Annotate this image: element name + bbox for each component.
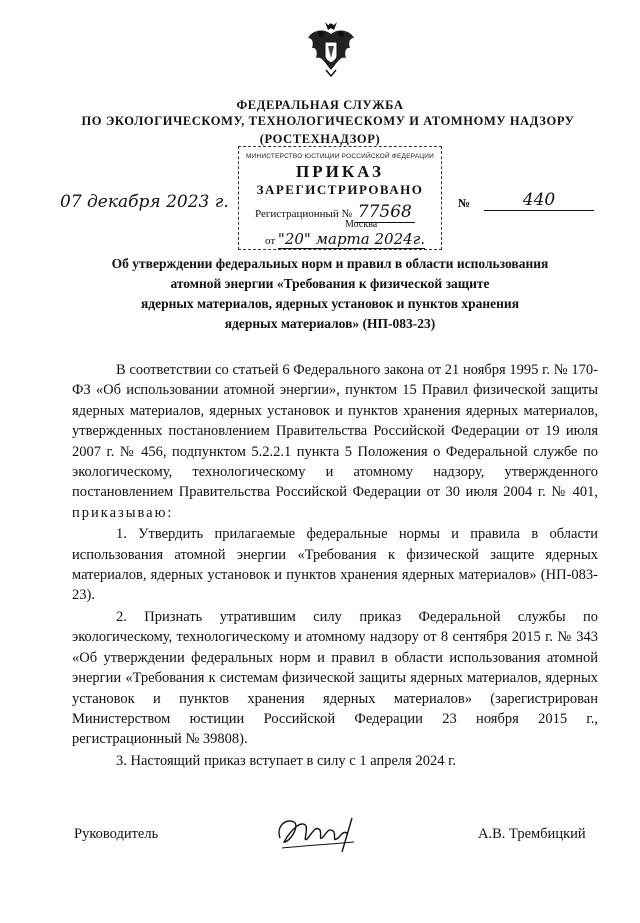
org-name-line2: ПО ЭКОЛОГИЧЕСКОМУ, ТЕХНОЛОГИЧЕСКОМУ И АТОМНОМУ НАДЗОРУ xyxy=(81,114,575,128)
stamp-date-line xyxy=(243,230,437,248)
org-abbreviation: (РОСТЕХНАДЗОР) xyxy=(259,132,381,146)
handwritten-signature xyxy=(272,808,372,856)
order-number: 440 xyxy=(484,190,594,211)
coat-of-arms-emblem-icon xyxy=(306,20,356,78)
stamp-reg-label: Регистрационный № xyxy=(255,208,353,220)
order-item-3: 3. Настоящий приказ вступает в силу с 1 апреля 2024 г. xyxy=(116,752,457,769)
stamp-title: ПРИКАЗ xyxy=(296,162,384,181)
order-item-1: 1. Утвердить прилагаемые федеральные нормы и правила в области использования атомной энергии «Требования к физической защите ядерных материалов, ядерных установок и пунктов хранения ядерных материалов» (НП-083-23). xyxy=(72,526,598,604)
registration-stamp xyxy=(238,146,442,250)
subject-line: атомной энергии «Требования к физической защите xyxy=(170,276,490,291)
preamble-paragraph xyxy=(72,360,598,523)
signatory-name: А.В. Трембицкий xyxy=(478,826,586,842)
subject-line: ядерных материалов, ядерных установок и пунктов хранения xyxy=(140,296,520,311)
stamp-reg-number: 77568 xyxy=(355,202,415,223)
order-date: 07 декабря 2023 г. xyxy=(60,192,229,212)
signatory-role: Руководитель xyxy=(74,826,159,842)
order-number-label: № xyxy=(458,196,471,210)
subject-line: Об утверждении федеральных норм и правил в области использования xyxy=(111,256,549,271)
org-name-line1: ФЕДЕРАЛЬНАЯ СЛУЖБА xyxy=(236,98,404,112)
order-item-2: 2. Признать утратившим силу приказ Федеральной службы по экологическому, технологическому и атомному надзору от 8 сентября 2015 г. № 343 «Об утверждении федеральных норм и правил в области использования атомной энергии «Требования к системам физической защиты ядерных материалов, ядерных установок и пунктов хранения ядерных материалов» (зарегистрирован Министерством юстиции Российской Федерации 23 ноября 2015 г., регистрационный № 39808). xyxy=(72,608,598,748)
order-body xyxy=(72,360,598,771)
command-word: приказываю: xyxy=(72,504,174,521)
stamp-ministry: МИНИСТЕРСТВО ЮСТИЦИИ РОССИЙСКОЙ ФЕДЕРАЦИИ xyxy=(245,153,435,160)
stamp-date-value: "20" марта 2024г. xyxy=(277,230,426,248)
subject-line: ядерных материалов» (НП-083-23) xyxy=(224,316,436,331)
stamp-status: ЗАРЕГИСТРИРОВАНО xyxy=(256,182,424,197)
stamp-date-prefix: от xyxy=(265,235,276,247)
stamp-reg-line xyxy=(243,202,437,222)
order-subject xyxy=(80,254,580,334)
preamble-text: В соответствии со статьей 6 Федерального закона от 21 ноября 1995 г. № 170-ФЗ «Об использовании атомной энергии», пунктом 15 Правил физической защиты ядерных материалов, ядерных установок и пунктов хранения ядерных материалов, утвержденных постановлением Правительства Российской Федерации от 19 июля 2007 г. № 456, подпунктом 5.2.2.1 пункта 5 Положения о Федеральной службе по экологическому, технологическому и атомному надзору, утвержденного постановлением Правительства Российской Федерации от 30 июля 2004 г. № 401, xyxy=(72,362,598,501)
stamp-city: Москва xyxy=(345,219,378,230)
